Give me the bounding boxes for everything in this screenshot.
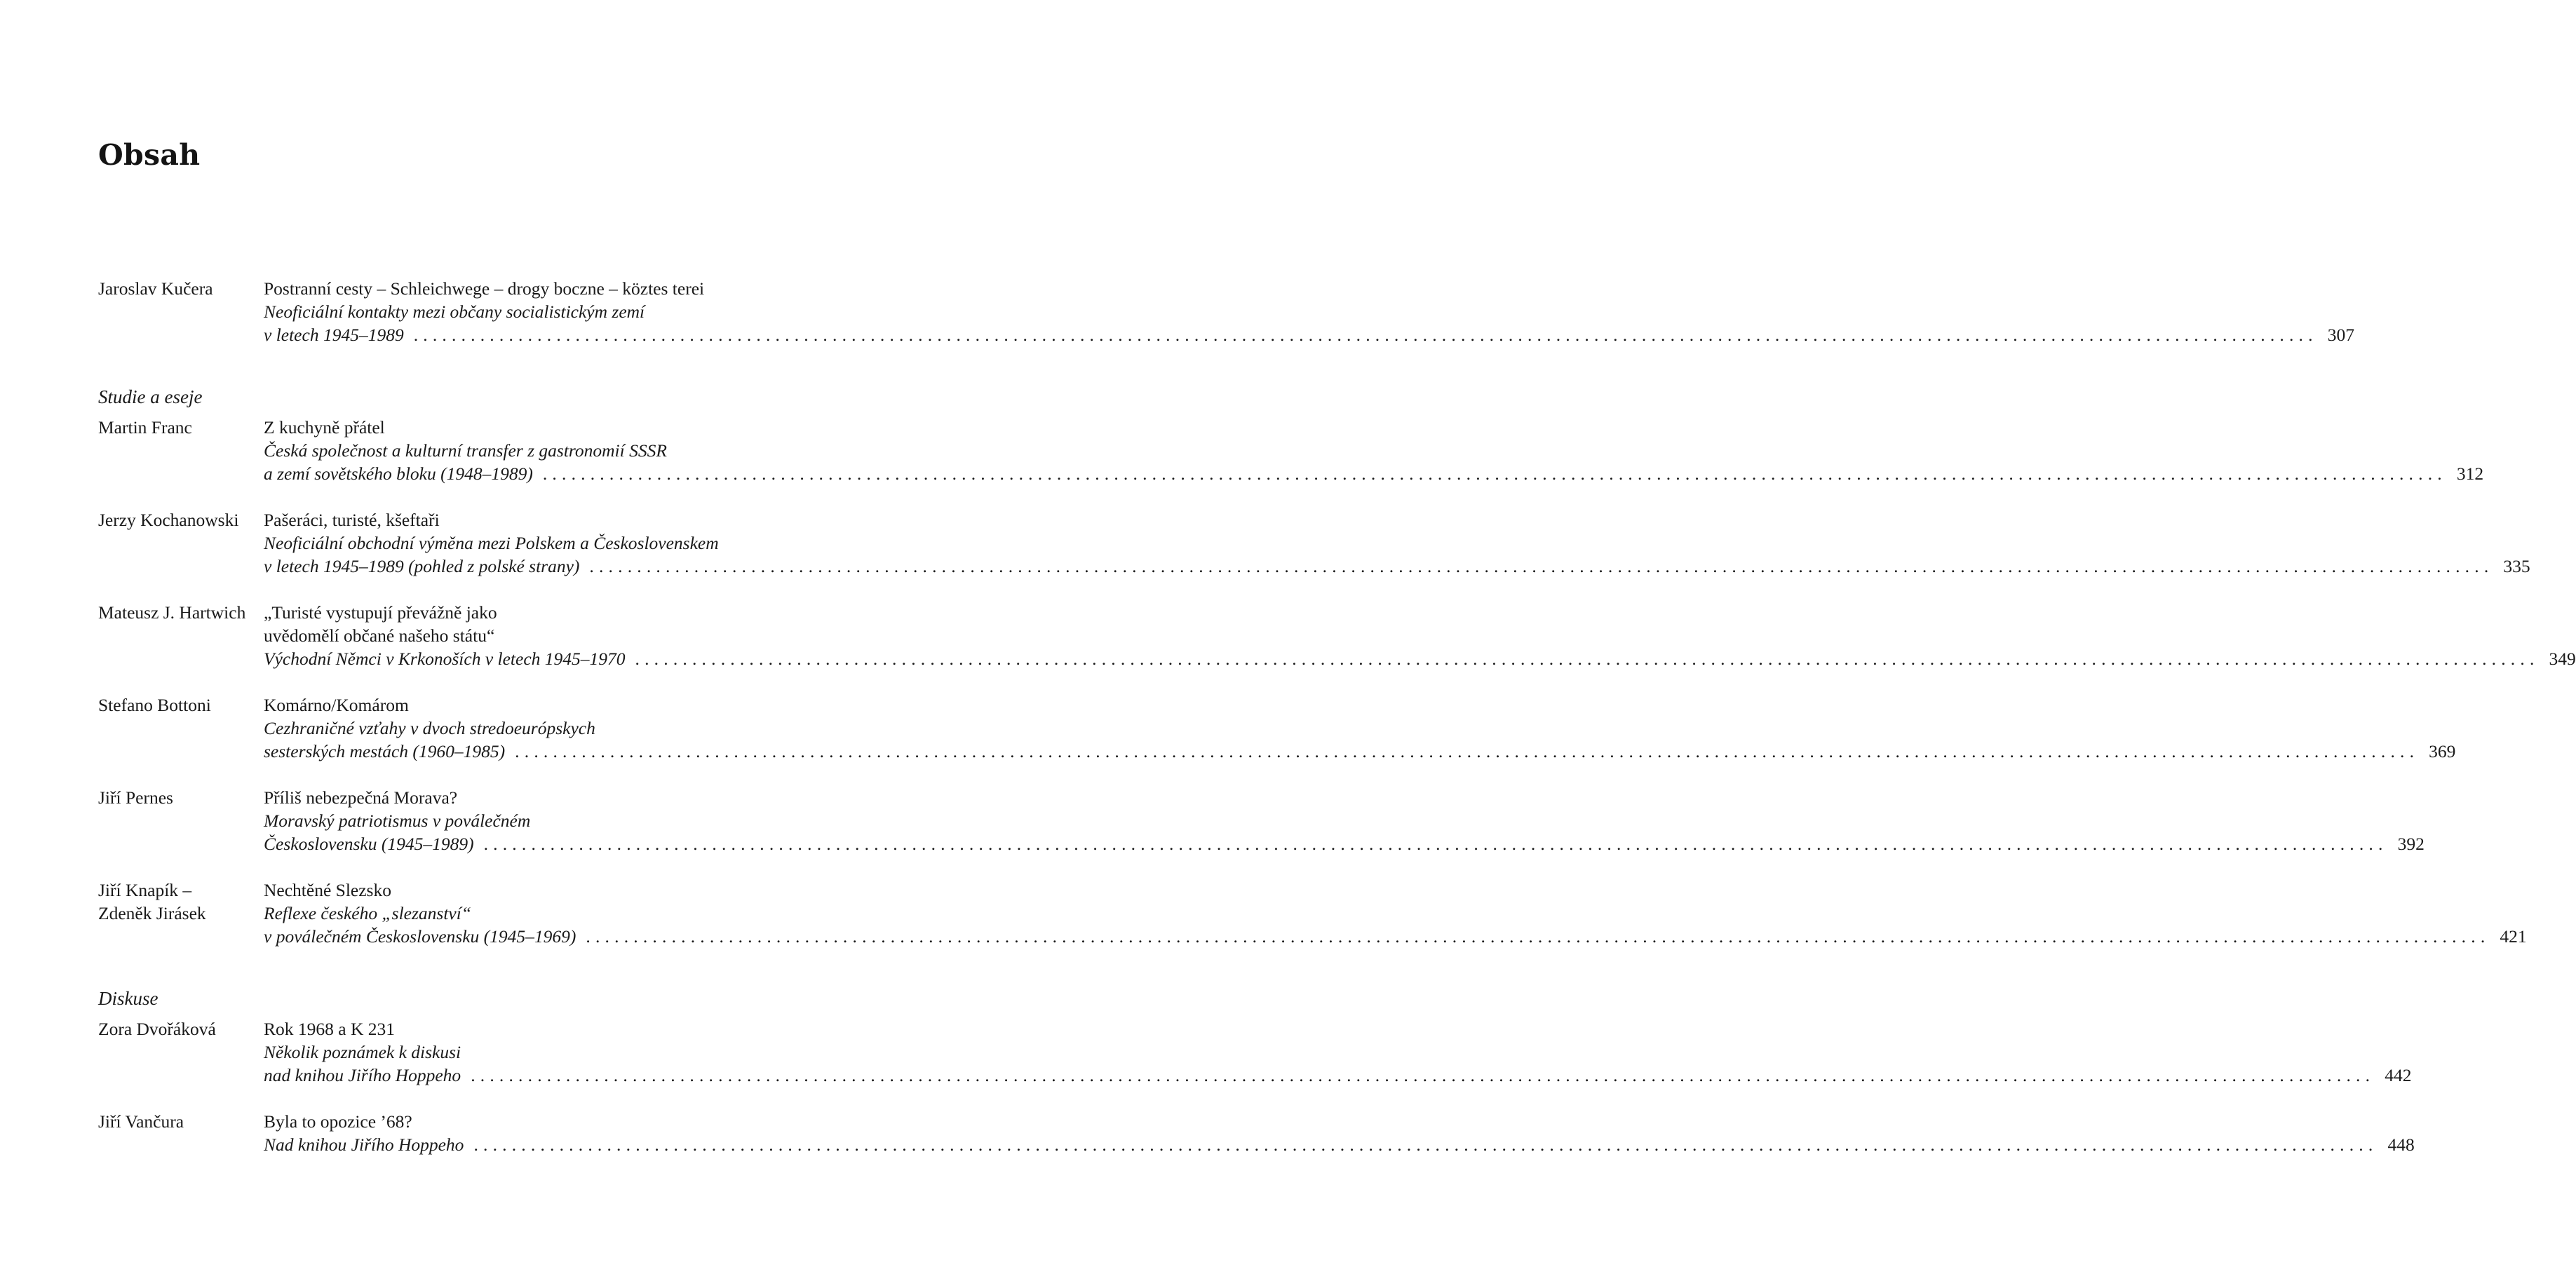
author-name: Mateusz J. Hartwich	[98, 602, 246, 623]
entry-title: Postranní cesty – Schleichwege – drogy boczne – köztes terei	[264, 278, 705, 299]
entry-author	[98, 786, 264, 855]
entry-subtitle-last	[264, 555, 2530, 578]
entry-subtitle: Cezhraničné vzťahy v dvoch stredoeurópskych	[264, 718, 595, 738]
dot-leader: ........................................................................................................................................................................................................	[483, 834, 2388, 854]
entry-subtitle: Reflexe českého „slezanství“	[264, 903, 471, 923]
entry-subtitle: Několik poznámek k diskusi	[264, 1042, 461, 1062]
entry-body	[264, 879, 2527, 948]
entry-subtitle-last	[264, 647, 2576, 670]
entry-subtitle: Moravský patriotismus v poválečném	[264, 811, 531, 831]
entry-title: Z kuchyně přátel	[264, 417, 385, 438]
author-name: Jiří Vančura	[98, 1111, 184, 1132]
entry-subtitle: a zemí sovětského bloku (1948–1989)	[264, 463, 533, 484]
toc-entry	[98, 1110, 2415, 1156]
section-heading: Studie a eseje	[98, 386, 203, 407]
page-number: 335	[2503, 556, 2530, 576]
page-number: 312	[2456, 463, 2484, 484]
dot-leader: ........................................................................................................................................................................................................	[635, 649, 2540, 669]
toc-entry	[98, 508, 2530, 578]
page-number: 442	[2385, 1065, 2412, 1085]
entry-subtitle: Neoficiální kontakty mezi občany socialistickým zemí	[264, 301, 645, 322]
entry-author	[98, 277, 264, 346]
toc-entry	[98, 601, 2576, 670]
dot-leader: ........................................................................................................................................................................................................	[471, 1065, 2375, 1085]
author-name: Jiří Knapík –	[98, 880, 192, 900]
entry-title: Byla to opozice ’68?	[264, 1111, 412, 1132]
author-name: Zora Dvořáková	[98, 1019, 216, 1039]
author-name: Jiří Pernes	[98, 787, 173, 808]
page-number: 307	[2327, 325, 2354, 345]
entry-subtitle: Neoficiální obchodní výměna mezi Polskem a Československem	[264, 533, 719, 553]
page-number: 349	[2549, 649, 2576, 669]
entry-title: Rok 1968 a K 231	[264, 1019, 395, 1039]
entry-body	[264, 277, 2354, 346]
entry-body	[264, 1110, 2415, 1156]
toc-entry	[98, 786, 2425, 855]
author-name: Jaroslav Kučera	[98, 278, 213, 299]
entry-author	[98, 1017, 264, 1087]
entry-body	[264, 508, 2530, 578]
entry-body	[264, 693, 2456, 763]
page-title: Obsah	[98, 138, 201, 172]
entry-body	[264, 1017, 2412, 1087]
entry-subtitle-last	[264, 925, 2527, 948]
entry-title: „Turisté vystupují převážně jako	[264, 602, 497, 623]
entry-subtitle: sesterských mestách (1960–1985)	[264, 741, 506, 761]
entry-title: Pašeráci, turisté, kšeftaři	[264, 510, 440, 530]
entry-body	[264, 416, 2484, 485]
dot-leader: ........................................................................................................................................................................................................	[473, 1134, 2378, 1155]
dot-leader: ........................................................................................................................................................................................................	[515, 741, 2420, 761]
entry-subtitle: v letech 1945–1989	[264, 325, 404, 345]
entry-title: Nechtěné Slezsko	[264, 880, 391, 900]
author-name: Stefano Bottoni	[98, 695, 211, 715]
entry-title: Příliš nebezpečná Morava?	[264, 787, 458, 808]
page-number: 448	[2387, 1134, 2415, 1155]
entry-subtitle: Východní Němci v Krkonoších v letech 1945–1970	[264, 649, 626, 669]
entry-subtitle-last	[264, 323, 2354, 346]
entry-author	[98, 601, 264, 670]
toc-entry	[98, 277, 2354, 346]
table-of-contents	[98, 277, 2576, 1156]
toc-entry	[98, 693, 2456, 763]
entry-subtitle: v letech 1945–1989 (pohled z polské strany)	[264, 556, 580, 576]
dot-leader: ........................................................................................................................................................................................................	[586, 926, 2490, 947]
entry-subtitle: v poválečném Československu (1945–1969)	[264, 926, 576, 947]
entry-title: Komárno/Komárom	[264, 695, 409, 715]
entry-subtitle-last	[264, 462, 2484, 485]
toc-entry	[98, 416, 2484, 485]
entry-author	[98, 879, 264, 948]
entry-author	[98, 693, 264, 763]
entry-author	[98, 1110, 264, 1156]
author-name: Jerzy Kochanowski	[98, 510, 239, 530]
entry-body	[264, 601, 2576, 670]
dot-leader: ........................................................................................................................................................................................................	[589, 556, 2494, 576]
entry-subtitle: Česká společnost a kulturní transfer z gastronomií SSSR	[264, 440, 667, 461]
entry-author	[98, 416, 264, 485]
entry-subtitle-last	[264, 832, 2425, 855]
page-number: 392	[2397, 834, 2425, 854]
toc-entry	[98, 1017, 2412, 1087]
entry-subtitle: nad knihou Jiřího Hoppeho	[264, 1065, 461, 1085]
entry-subtitle: Československu (1945–1989)	[264, 834, 474, 854]
section-heading: Diskuse	[98, 988, 159, 1009]
author-name: Martin Franc	[98, 417, 192, 438]
author-name: Zdeněk Jirásek	[98, 903, 206, 923]
entry-title: uvědomělí občané našeho státu“	[264, 625, 495, 646]
entry-subtitle-last	[264, 1064, 2412, 1087]
dot-leader: ........................................................................................................................................................................................................	[413, 325, 2318, 345]
entry-body	[264, 786, 2425, 855]
toc-entry	[98, 879, 2527, 948]
page-number: 421	[2500, 926, 2527, 947]
entry-subtitle-last	[264, 1133, 2415, 1156]
entry-subtitle: Nad knihou Jiřího Hoppeho	[264, 1134, 464, 1155]
entry-subtitle-last	[264, 740, 2456, 763]
entry-author	[98, 508, 264, 578]
page-number: 369	[2429, 741, 2456, 761]
dot-leader: ........................................................................................................................................................................................................	[542, 463, 2447, 484]
